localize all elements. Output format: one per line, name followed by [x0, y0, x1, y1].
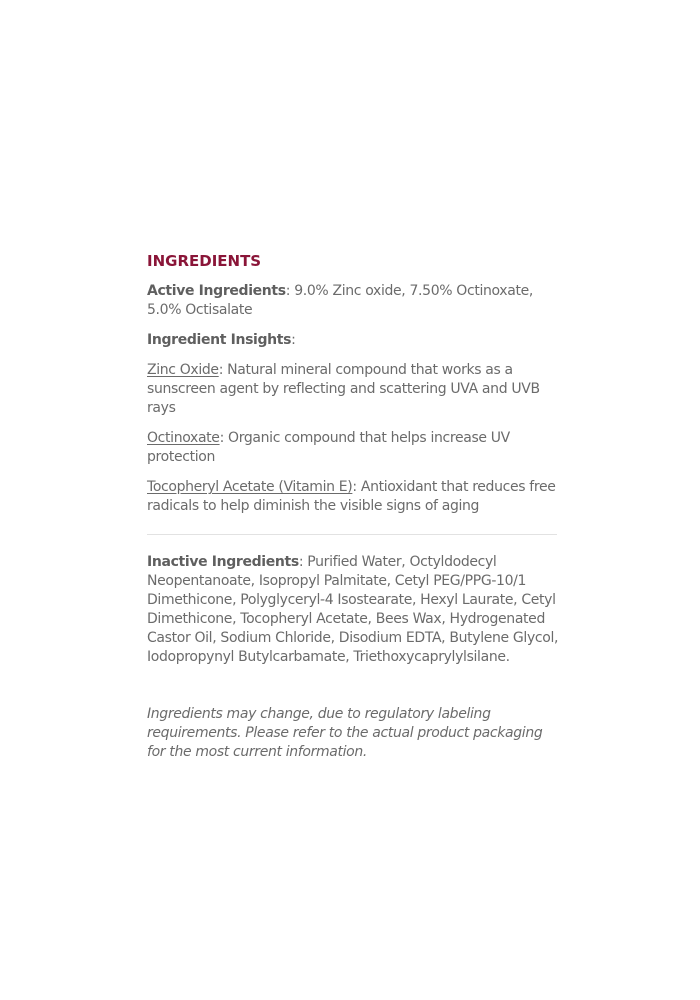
insight-separator: :: [352, 479, 361, 495]
insight-tocopheryl-acetate: [147, 478, 559, 516]
active-ingredients-separator: :: [285, 283, 295, 299]
insight-term-link[interactable]: Octinoxate: [147, 430, 220, 446]
insight-description: Natural mineral compound that works as a sunscreen agent by reflecting and scattering UVA and UVB rays: [147, 362, 540, 416]
insight-separator: :: [219, 430, 229, 446]
ingredient-insights-suffix: :: [291, 332, 296, 348]
inactive-ingredients-text: Purified Water, Octyldodecyl Neopentanoate, Isopropyl Palmitate, Cetyl PEG/PPG-10/1 Dimethicone, Polyglyceryl-4 Isostearate, Hexyl Laurate, Cetyl Dimethicone, Tocopheryl Acetate, Bees Wax, Hydrogenated Castor Oil, Sodium Chloride, Disodium EDTA, Butylene Glycol, Iodopropynyl Butylcarbamate, Triethoxycaprylylsilane.: [147, 554, 559, 665]
inactive-ingredients: [147, 553, 559, 667]
ingredient-insights-label: Ingredient Insights: [147, 332, 292, 348]
ingredients-section: [147, 250, 559, 773]
insight-description: Organic compound that helps increase UV protection: [147, 430, 510, 465]
section-title: INGREDIENTS: [147, 252, 262, 270]
insight-zinc-oxide: [147, 361, 559, 418]
insight-separator: :: [218, 362, 228, 378]
ingredient-insights: [147, 331, 559, 350]
insight-octinoxate: [147, 429, 559, 467]
regulatory-notice: Ingredients may change, due to regulatory labeling requirements. Please refer to the actual product packaging for the most current information.: [147, 706, 543, 760]
section-divider: [147, 534, 557, 535]
insight-description: Antioxidant that reduces free radicals to help diminish the visible signs of aging: [147, 479, 556, 514]
active-ingredients-text: 9.0% Zinc oxide, 7.50% Octinoxate, 5.0% Octisalate: [147, 283, 533, 318]
inactive-ingredients-label: Inactive Ingredients: [147, 554, 299, 570]
insight-term-link[interactable]: Tocopheryl Acetate (Vitamin E): [147, 479, 353, 495]
active-ingredients: [147, 282, 559, 320]
inactive-ingredients-separator: :: [298, 554, 308, 570]
insight-term-link[interactable]: Zinc Oxide: [147, 362, 219, 378]
active-ingredients-label: Active Ingredients: [147, 283, 286, 299]
